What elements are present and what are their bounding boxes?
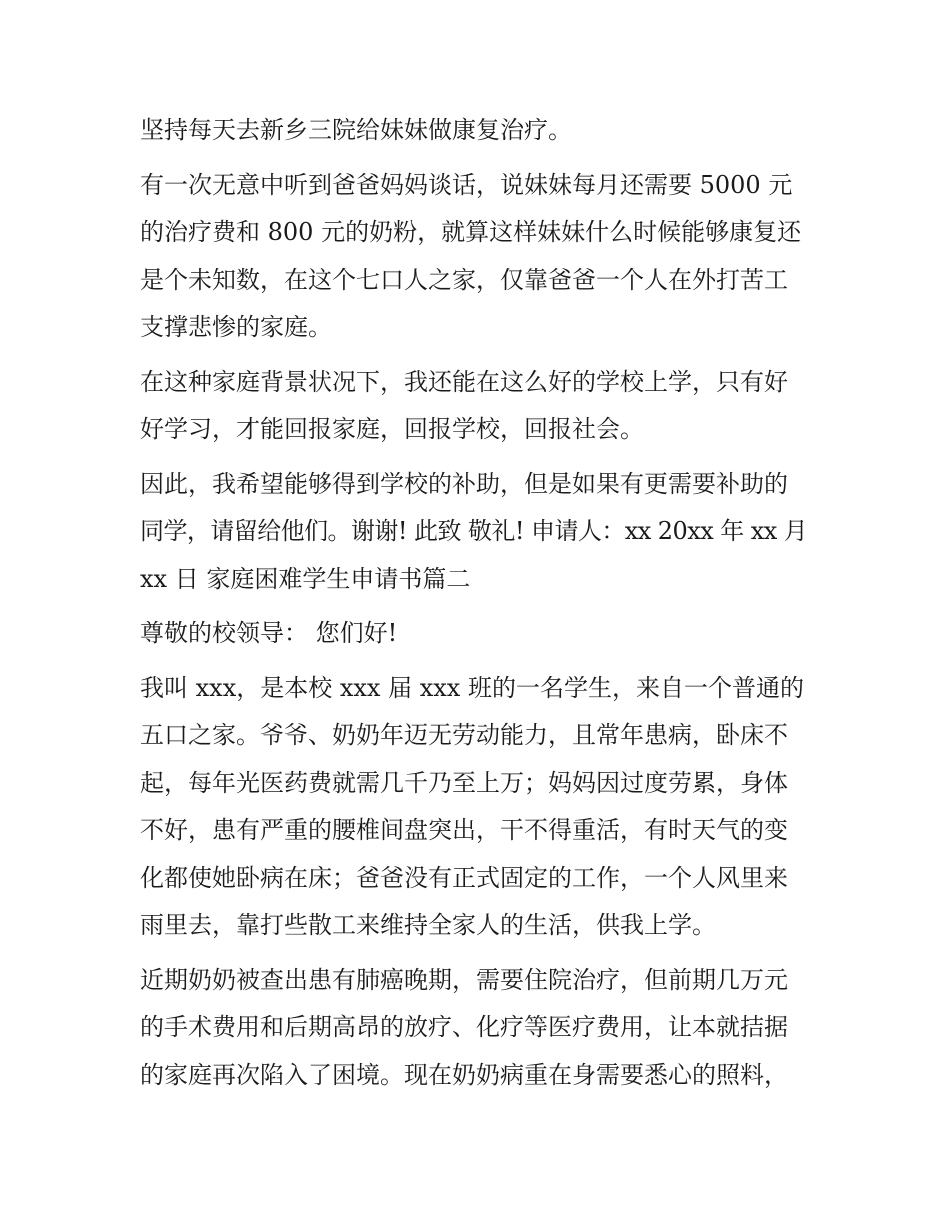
text-line: 尊敬的校领导： 您们好! xyxy=(140,619,398,647)
text-line: 是个未知数，在这个七口人之家，仅靠爸爸一个人在外打苦工 xyxy=(140,265,788,294)
text-line: 雨里去，靠打些散工来维持全家人的生活，供我上学。 xyxy=(140,911,716,939)
text-line: 因此，我希望能够得到学校的补助，但是如果有更需要补助的 xyxy=(140,469,788,498)
text-line: xx 日 家庭困难学生申请书篇二 xyxy=(140,564,471,593)
text-line: 同学，请留给他们。谢谢! 此致 敬礼! 申请人：xx 20xx 年 xx 月 xyxy=(140,517,808,545)
text-line: 在这种家庭背景状况下，我还能在这么好的学校上学，只有好 xyxy=(140,367,788,396)
text-line: 的家庭再次陷入了困境。现在奶奶病重在身需要悉心的照料， xyxy=(140,1060,788,1089)
text-line: 我叫 xxx，是本校 xxx 届 xxx 班的一名学生，来自一个普通的 xyxy=(140,673,804,702)
text-line: 好学习，才能回报家庭，回报学校，回报社会。 xyxy=(140,415,644,443)
text-line: 近期奶奶被查出患有肺癌晚期，需要住院治疗，但前期几万元 xyxy=(140,965,788,994)
text-line: 五口之家。爷爷、奶奶年迈无劳动能力，且常年患病，卧床不 xyxy=(140,721,788,749)
text-line: 起，每年光医药费就需几千乃至上万；妈妈因过度劳累，身体 xyxy=(140,768,788,797)
text-line: 坚持每天去新乡三院给妹妹做康复治疗。 xyxy=(140,116,572,144)
text-line: 的治疗费和 800 元的奶粉，就算这样妹妹什么时候能够康复还 xyxy=(140,218,802,246)
text-line: 化都使她卧病在床；爸爸没有正式固定的工作，一个人风里来 xyxy=(140,863,788,892)
text-line: 不好，患有严重的腰椎间盘突出，干不得重活，有时天气的变 xyxy=(140,816,788,844)
text-line: 支撑悲惨的家庭。 xyxy=(140,313,332,341)
text-line: 的手术费用和后期高昂的放疗、化疗等医疗费用，让本就拮据 xyxy=(140,1013,788,1041)
text-line: 有一次无意中听到爸爸妈妈谈话，说妹妹每月还需要 5000 元 xyxy=(140,170,793,199)
document-body xyxy=(140,107,820,1099)
